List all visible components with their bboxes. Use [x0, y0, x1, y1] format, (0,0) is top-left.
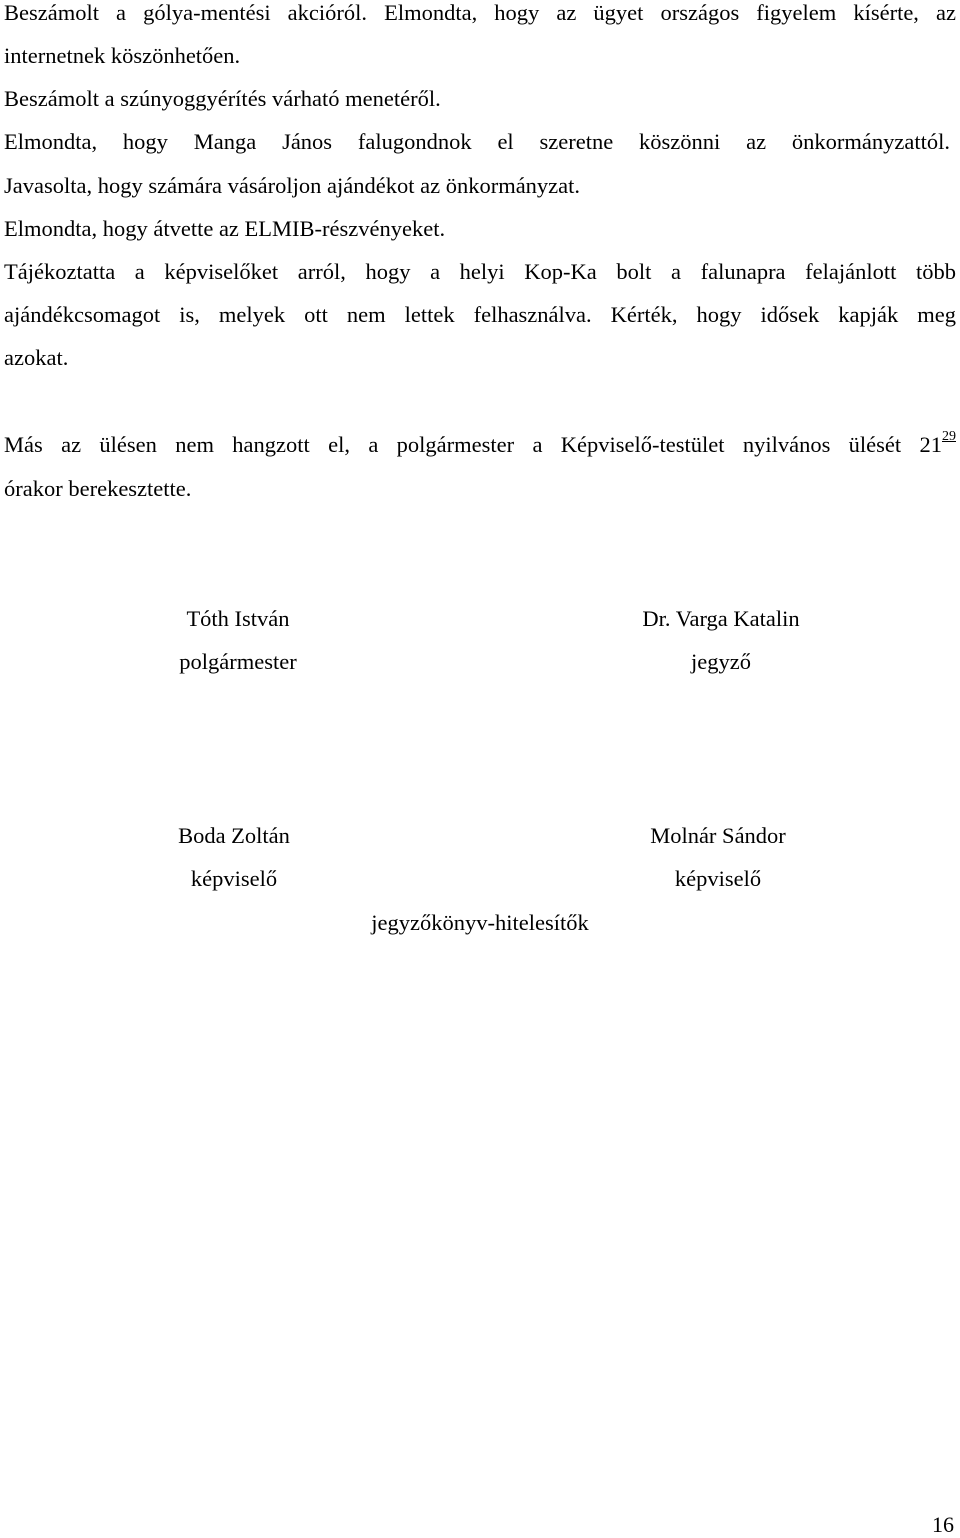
representative-2-title: képviselő	[674, 866, 762, 891]
closing-text: Más az ülésen nem hangzott el, a polgármester a Képviselő-testület nyilvános ülését 21	[4, 432, 942, 457]
paragraph-elmib: Elmondta, hogy átvette az ELMIB-részvényeket.	[4, 216, 446, 241]
notary-title: jegyző	[691, 649, 751, 674]
representative-1-title: képviselő	[190, 866, 278, 891]
page-number: 16	[932, 1512, 954, 1537]
mayor-title: polgármester	[179, 649, 297, 674]
paragraph-falugondnok-line1: Elmondta, hogy Manga János falugondnok el szeretne köszönni az önkormányzattól.	[4, 129, 950, 154]
paragraph-golya-line2: internetnek köszönhetően.	[4, 43, 241, 68]
representative-1-name: Boda Zoltán	[178, 823, 290, 848]
paragraph-golya-line1: Beszámolt a gólya-mentési akcióról. Elmondta, hogy az ügyet országos figyelem kísérte, az	[4, 0, 956, 25]
notary-name: Dr. Varga Katalin	[642, 606, 800, 631]
paragraph-kopka-line2: ajándékcsomagot is, melyek ott nem lettek felhasználva. Kérték, hogy idősek kapják meg	[4, 302, 956, 327]
closing-paragraph-line2: órakor berekesztette.	[4, 476, 192, 501]
paragraph-kopka-line3: azokat.	[4, 345, 69, 370]
paragraph-kopka-line1: Tájékoztatta a képviselőket arról, hogy a helyi Kop-Ka bolt a falunapra felajánlott több	[4, 259, 956, 284]
authenticators-label: jegyzőkönyv-hitelesítők	[371, 910, 589, 935]
paragraph-falugondnok-line2: Javasolta, hogy számára vásároljon ajándékot az önkormányzat.	[4, 173, 581, 198]
mayor-name: Tóth István	[186, 606, 290, 631]
representative-2-name: Molnár Sándor	[650, 823, 786, 848]
closing-time-minutes: 29	[942, 429, 956, 444]
closing-paragraph-line1	[4, 429, 956, 458]
paragraph-szunyog: Beszámolt a szúnyoggyérítés várható menetéről.	[4, 86, 441, 111]
